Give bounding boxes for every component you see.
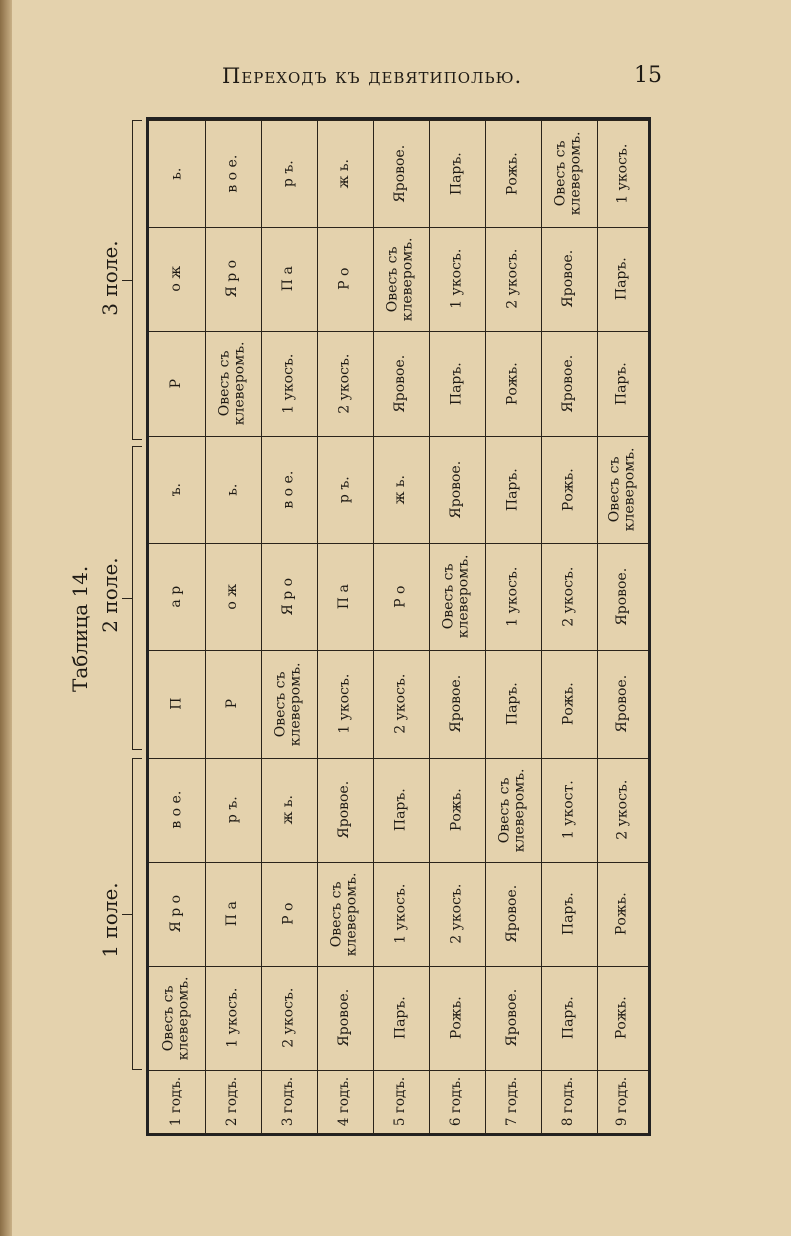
crop-cell (373, 227, 429, 331)
table-row-divider (149, 1133, 648, 1134)
crop-label: 1 укосъ. (448, 249, 465, 309)
year-cell (317, 1070, 373, 1133)
crop-cell (485, 758, 541, 862)
crop-label: Я р о (224, 260, 241, 298)
crop-cell (317, 436, 373, 543)
crop-cell (373, 758, 429, 862)
crop-cell (261, 650, 317, 758)
year-cell (149, 1070, 205, 1133)
field-label-1: 1 поле. (98, 882, 122, 958)
year-cell (429, 1070, 485, 1133)
crop-cell (205, 543, 261, 650)
crop-cell (429, 436, 485, 543)
crop-cell (317, 331, 373, 436)
crop-label: 2 укосъ. (336, 353, 353, 414)
crop-cell (205, 758, 261, 862)
crop-cell (541, 331, 597, 436)
crop-cell (541, 227, 597, 331)
crop-cell (597, 543, 648, 650)
crop-label: Рожь. (613, 892, 630, 936)
crop-label: Рожь. (560, 468, 577, 511)
field-brace-2 (132, 446, 145, 750)
crop-cell (261, 227, 317, 331)
crop-cell (149, 966, 205, 1070)
page-number: 15 (634, 63, 662, 88)
crop-cell (485, 966, 541, 1070)
crop-cell (317, 966, 373, 1070)
crop-cell (597, 331, 648, 436)
crop-label: о ж (224, 583, 241, 610)
crop-label: в о е. (224, 154, 241, 193)
crop-cell (261, 120, 317, 227)
crop-cell (373, 650, 429, 758)
year-label: 6 годъ. (448, 1076, 465, 1127)
crop-label: Яровое. (448, 675, 465, 733)
crop-label: ж ь. (336, 158, 353, 189)
year-label: 9 годъ. (614, 1076, 631, 1127)
crop-label: в о е. (168, 791, 185, 829)
crop-cell (149, 650, 205, 758)
crop-label: Яровое. (392, 144, 409, 203)
crop-cell (149, 120, 205, 227)
crop-cell (429, 331, 485, 436)
crop-cell (597, 758, 648, 862)
field-label-2: 2 поле. (98, 557, 122, 633)
year-label: 8 годъ. (560, 1076, 577, 1127)
crop-cell (261, 862, 317, 966)
crop-label: Рожь. (504, 152, 521, 195)
crop-label: 2 укосъ. (504, 249, 521, 309)
crop-label: Паръ. (613, 257, 630, 301)
crop-cell (373, 862, 429, 966)
year-cell (485, 1070, 541, 1133)
crop-cell (317, 543, 373, 650)
crop-cell (597, 227, 648, 331)
crop-label: 2 укосъ. (448, 884, 465, 944)
crop-label: Овесъ съ клеверомъ. (272, 662, 305, 746)
crop-label: ь. (168, 167, 185, 180)
year-label: 1 годъ. (168, 1076, 185, 1127)
crop-cell (485, 862, 541, 966)
crop-label: 2 укосъ. (560, 566, 577, 627)
crop-label: Р о (336, 267, 353, 291)
crop-cell (205, 436, 261, 543)
crop-label: Рожь. (560, 682, 577, 726)
crop-label: 1 укосъ. (613, 143, 630, 204)
crop-label: Р о (392, 585, 409, 608)
crop-cell (429, 543, 485, 650)
crop-label: Рожь. (613, 996, 630, 1040)
crop-label: Паръ. (613, 362, 630, 405)
crop-label: 1 укосъ. (280, 353, 297, 414)
crop-label: Паръ. (560, 892, 577, 936)
year-cell (597, 1070, 648, 1133)
crop-cell (261, 966, 317, 1070)
crop-cell (429, 227, 485, 331)
crop-cell (597, 436, 648, 543)
crop-cell (149, 862, 205, 966)
crop-label: Паръ. (560, 996, 577, 1040)
crop-label: Овесъ съ клеверомъ. (496, 768, 529, 852)
crop-label: Рожь. (448, 788, 465, 832)
crop-cell (373, 120, 429, 227)
crop-label: 2 укосъ. (392, 674, 409, 734)
crop-label: Яровое. (613, 567, 630, 626)
crop-cell (373, 543, 429, 650)
crop-label: 1 укост. (560, 780, 577, 840)
crop-label: П а (280, 266, 297, 292)
crop-cell (261, 436, 317, 543)
crop-label: Овесъ съ клеверомъ. (328, 872, 361, 956)
crop-cell (149, 543, 205, 650)
crop-cell (485, 543, 541, 650)
year-label: 3 годъ. (280, 1076, 297, 1127)
crop-label: П а (336, 583, 353, 609)
crop-label: 1 укосъ. (392, 884, 409, 944)
crop-label: Паръ. (448, 152, 465, 195)
table-caption: Таблица 14. (68, 565, 92, 692)
crop-label: Овесъ съ клеверомъ. (606, 447, 638, 532)
year-cell (205, 1070, 261, 1133)
crop-label: Р о (280, 902, 297, 926)
field-label-3: 3 поле. (98, 240, 122, 316)
crop-cell (149, 227, 205, 331)
crop-cell (317, 650, 373, 758)
crop-label: 1 укосъ. (504, 566, 521, 627)
crop-label: Овесъ съ клеверомъ. (216, 341, 249, 426)
crop-cell (485, 436, 541, 543)
crop-label: 1 укосъ. (224, 988, 241, 1048)
crop-label: ж ь. (392, 474, 409, 505)
crop-label: Яровое. (560, 250, 577, 308)
crop-cell (429, 862, 485, 966)
crop-label: Р (168, 378, 185, 389)
crop-label: П а (224, 901, 241, 927)
crop-cell (149, 331, 205, 436)
crop-label: Паръ. (504, 468, 521, 511)
crop-cell (205, 650, 261, 758)
crop-cell (261, 758, 317, 862)
book-spine (0, 0, 12, 1236)
crop-label: Овесъ съ клеверомъ. (552, 131, 585, 216)
year-label: 2 годъ. (224, 1076, 241, 1127)
crop-cell (373, 436, 429, 543)
crop-cell (429, 650, 485, 758)
crop-cell (597, 862, 648, 966)
crop-cell (261, 543, 317, 650)
crop-label: Яровое. (336, 989, 353, 1047)
crop-cell (149, 436, 205, 543)
year-cell (261, 1070, 317, 1133)
crop-label: Яровое. (448, 460, 465, 519)
crop-cell (597, 650, 648, 758)
crop-cell (205, 227, 261, 331)
crop-cell (597, 120, 648, 227)
crop-cell (541, 758, 597, 862)
field-brace-3 (132, 120, 145, 440)
crop-label: Овесъ съ клеверомъ. (160, 976, 193, 1060)
crop-cell (373, 966, 429, 1070)
crop-label: о ж (168, 266, 185, 292)
crop-label: Овесъ съ клеверомъ. (440, 554, 473, 639)
crop-cell (205, 862, 261, 966)
crop-label: Яровое. (560, 354, 577, 413)
running-title: Переходъ къ девятиполью. (222, 64, 523, 88)
crop-label: Яровое. (336, 781, 353, 839)
field-brace-1 (132, 758, 145, 1070)
crop-label: 2 укосъ. (613, 780, 630, 840)
crop-label: Я р о (280, 577, 297, 616)
crop-label: р ъ. (224, 796, 241, 824)
crop-cell (205, 966, 261, 1070)
crop-label: Паръ. (448, 362, 465, 405)
crop-cell (429, 966, 485, 1070)
crop-label: в о е. (280, 470, 297, 509)
crop-label: Яровое. (504, 989, 521, 1047)
crop-label: Яровое. (504, 885, 521, 943)
crop-cell (485, 331, 541, 436)
crop-label: Яровое. (392, 354, 409, 413)
crop-label: Я р о (168, 895, 185, 933)
crop-label: 1 укосъ. (336, 674, 353, 734)
crop-label: а р (168, 585, 185, 608)
crop-cell (261, 331, 317, 436)
crop-label: П (168, 697, 185, 711)
crop-cell (205, 331, 261, 436)
crop-cell (317, 120, 373, 227)
crop-cell (541, 120, 597, 227)
crop-cell (597, 966, 648, 1070)
crop-label: ъ. (168, 482, 185, 497)
crop-label: Паръ. (392, 996, 409, 1040)
crop-label: ь. (224, 483, 241, 496)
crop-cell (429, 120, 485, 227)
crop-label: Рожь. (504, 362, 521, 405)
crop-cell (429, 758, 485, 862)
crop-cell (317, 227, 373, 331)
crop-cell (317, 862, 373, 966)
crop-cell (373, 331, 429, 436)
crop-label: 2 укосъ. (280, 988, 297, 1048)
crop-cell (541, 436, 597, 543)
crop-cell (149, 758, 205, 862)
crop-cell (541, 862, 597, 966)
crop-cell (317, 758, 373, 862)
crop-label: ж ь. (280, 795, 297, 825)
year-cell (541, 1070, 597, 1133)
crop-label: Р (224, 699, 241, 709)
crop-cell (541, 543, 597, 650)
year-label: 5 годъ. (392, 1076, 409, 1127)
crop-label: р ъ. (280, 160, 297, 187)
crop-cell (541, 650, 597, 758)
crop-cell (541, 966, 597, 1070)
crop-cell (485, 120, 541, 227)
crop-cell (205, 120, 261, 227)
crop-label: Паръ. (392, 788, 409, 832)
crop-label: Яровое. (613, 675, 630, 733)
crop-label: р ъ. (336, 476, 353, 503)
year-cell (373, 1070, 429, 1133)
year-label: 4 годъ. (336, 1076, 353, 1127)
crop-label: Паръ. (504, 682, 521, 726)
crop-label: Рожь. (448, 996, 465, 1040)
crop-cell (485, 227, 541, 331)
crop-cell (485, 650, 541, 758)
crop-label: Овесъ съ клеверомъ. (384, 237, 417, 321)
year-label: 7 годъ. (504, 1076, 521, 1127)
